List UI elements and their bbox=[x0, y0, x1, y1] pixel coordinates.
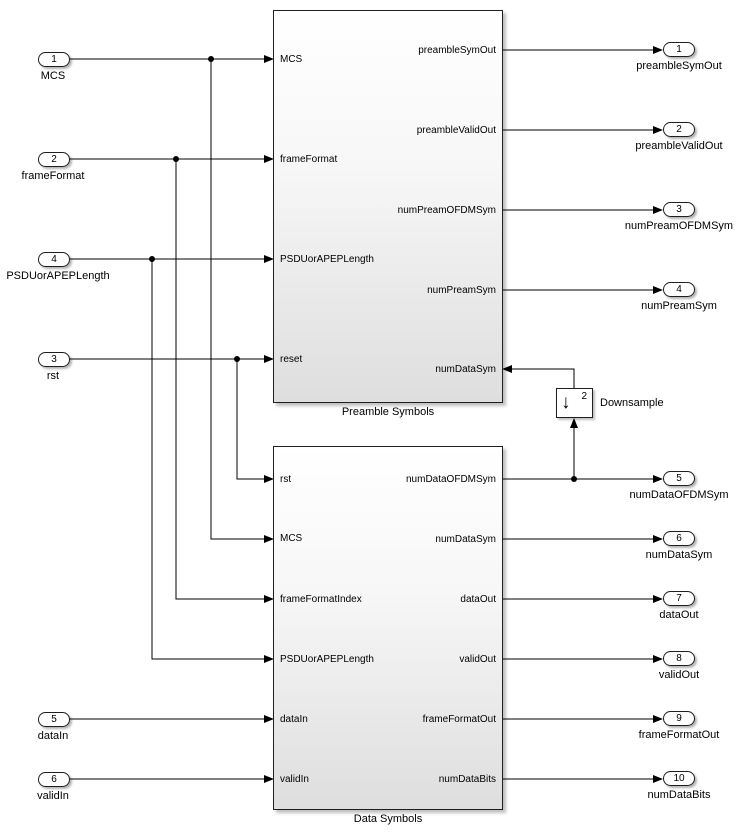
outport-numpreamofdmsym[interactable] bbox=[663, 202, 695, 217]
wire-rst[interactable] bbox=[70, 359, 264, 479]
branch-dot bbox=[173, 156, 179, 162]
outport-number: 3 bbox=[676, 203, 682, 215]
inport-label-psduorapeplength: PSDUorAPEPLength bbox=[6, 270, 110, 282]
outport-label-numpreamofdmsym: numPreamOFDMSym bbox=[624, 220, 734, 232]
outport-numdataofdmsym[interactable] bbox=[663, 471, 695, 486]
outport-label-validout: validOut bbox=[658, 669, 700, 681]
inport-frameformat[interactable] bbox=[38, 152, 70, 167]
inport-number: 5 bbox=[51, 713, 57, 725]
pin-in-psduorapeplength: PSDUorAPEPLength bbox=[280, 254, 374, 265]
outport-number: 9 bbox=[676, 712, 682, 724]
pin-in-datain: dataIn bbox=[280, 714, 308, 725]
outport-label-numpreamsym: numPreamSym bbox=[641, 300, 717, 312]
pin-in-numdatasym: numDataSym bbox=[435, 364, 496, 375]
pin-out-numpreamofdmsym: numPreamOFDMSym bbox=[397, 205, 496, 216]
inport-rst[interactable] bbox=[38, 352, 70, 367]
inport-number: 1 bbox=[51, 53, 57, 65]
pin-in-frameformat: frameFormat bbox=[280, 154, 338, 165]
inport-number: 2 bbox=[51, 153, 57, 165]
outport-number: 8 bbox=[676, 652, 682, 664]
pin-in-mcs: MCS bbox=[280, 54, 303, 65]
branch-dot bbox=[234, 356, 240, 362]
pin-out-numdataofdmsym: numDataOFDMSym bbox=[405, 474, 496, 485]
block-downsample[interactable] bbox=[556, 388, 593, 418]
inport-label-rst: rst bbox=[46, 370, 60, 382]
inport-label-mcs: MCS bbox=[40, 70, 66, 82]
outport-label-frameformatout: frameFormatOut bbox=[638, 729, 720, 741]
pin-out-dataout: dataOut bbox=[460, 594, 496, 605]
outport-number: 1 bbox=[676, 43, 682, 55]
branch-dot bbox=[571, 476, 577, 482]
pin-out-numdatasym: numDataSym bbox=[435, 534, 496, 545]
outport-numdatabits[interactable] bbox=[663, 771, 695, 786]
block-caption-preamble-symbols: Preamble Symbols bbox=[341, 406, 435, 418]
pin-out-frameformatout: frameFormatOut bbox=[422, 714, 496, 725]
inport-number: 3 bbox=[51, 353, 57, 365]
inport-validin[interactable] bbox=[38, 772, 70, 787]
outport-label-preamblesymout: preambleSymOut bbox=[636, 60, 722, 72]
outport-number: 7 bbox=[676, 592, 682, 604]
outport-numdatasym[interactable] bbox=[663, 531, 695, 546]
outport-number: 4 bbox=[676, 283, 682, 295]
pin-in-reset: reset bbox=[280, 354, 303, 365]
pin-out-preamblesymout: preambleSymOut bbox=[418, 45, 496, 56]
outport-number: 6 bbox=[676, 532, 682, 544]
outport-number: 5 bbox=[676, 472, 682, 484]
block-caption-data-symbols: Data Symbols bbox=[353, 813, 423, 825]
downsample-factor: 2 bbox=[581, 391, 587, 402]
outport-number: 10 bbox=[673, 772, 685, 784]
outport-preamblevalidout[interactable] bbox=[663, 122, 695, 137]
outport-dataout[interactable] bbox=[663, 591, 695, 606]
pin-in-psduorapeplength: PSDUorAPEPLength bbox=[280, 654, 374, 665]
pin-in-rst: rst bbox=[280, 474, 292, 485]
pin-out-validout: validOut bbox=[459, 654, 496, 665]
outport-numpreamsym[interactable] bbox=[663, 282, 695, 297]
outport-label-dataout: dataOut bbox=[659, 609, 699, 621]
outport-label-numdataofdmsym: numDataOFDMSym bbox=[629, 489, 729, 501]
block-preamble-symbols[interactable] bbox=[273, 10, 503, 403]
outport-number: 2 bbox=[676, 123, 682, 135]
branch-dot bbox=[208, 56, 214, 62]
pin-out-numpreamsym: numPreamSym bbox=[427, 285, 496, 296]
outport-label-numdatabits: numDataBits bbox=[647, 789, 711, 801]
block-caption-downsample: Downsample bbox=[600, 397, 664, 409]
inport-label-datain: dataIn bbox=[37, 730, 69, 742]
downsample-arrow-icon: ↓ bbox=[561, 392, 571, 414]
pin-out-numdatabits: numDataBits bbox=[438, 774, 496, 785]
outport-validout[interactable] bbox=[663, 651, 695, 666]
branch-dot bbox=[149, 256, 155, 262]
inport-label-validin: validIn bbox=[37, 790, 69, 802]
wire-frameformat[interactable] bbox=[70, 159, 264, 599]
inport-number: 6 bbox=[51, 773, 57, 785]
pin-in-mcs: MCS bbox=[280, 533, 303, 544]
inport-number: 4 bbox=[51, 253, 57, 265]
wire-mcs[interactable] bbox=[70, 59, 264, 539]
outport-label-numdatasym: numDataSym bbox=[645, 549, 713, 561]
wire-downsample-feedback[interactable] bbox=[512, 369, 574, 388]
inport-mcs[interactable] bbox=[38, 52, 70, 67]
outport-frameformatout[interactable] bbox=[663, 711, 695, 726]
outport-label-preamblevalidout: preambleValidOut bbox=[635, 140, 723, 152]
pin-in-validin: validIn bbox=[280, 774, 309, 785]
pin-in-frameformatindex: frameFormatIndex bbox=[280, 594, 362, 605]
inport-label-frameformat: frameFormat bbox=[21, 170, 85, 182]
outport-preamblesymout[interactable] bbox=[663, 42, 695, 57]
inport-psduorapeplength[interactable] bbox=[38, 252, 70, 267]
pin-out-preamblevalidout: preambleValidOut bbox=[416, 125, 496, 136]
block-data-symbols[interactable] bbox=[273, 446, 503, 810]
inport-datain[interactable] bbox=[38, 712, 70, 727]
wire-numdataofdmsym[interactable] bbox=[503, 428, 654, 479]
